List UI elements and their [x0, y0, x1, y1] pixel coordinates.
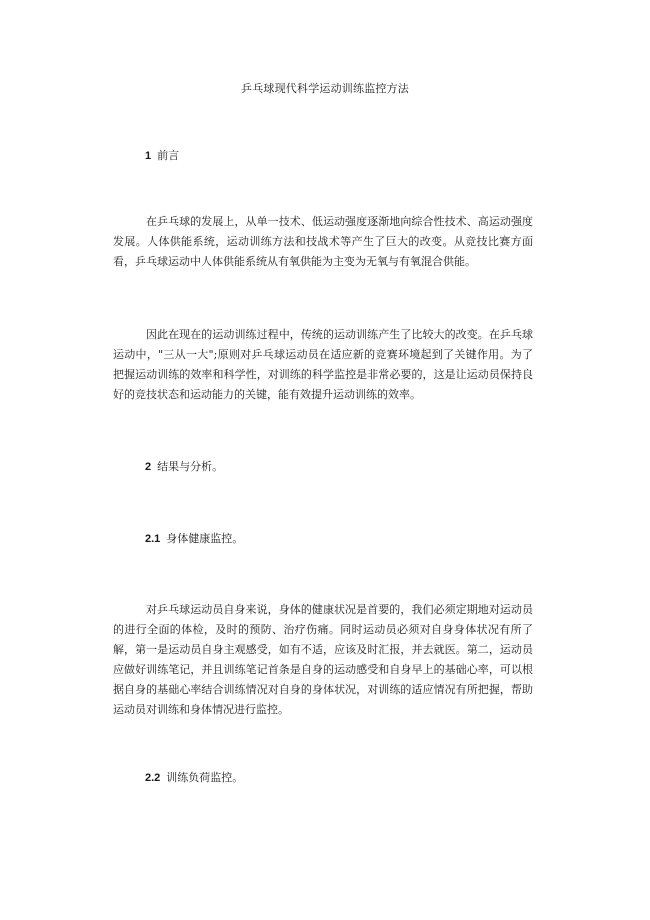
- paragraph-2: 因此在现在的运动训练过程中，传统的运动训练产生了比较大的改变。在乒乓球运动中，"三从一大";原则对乒乓球运动员在适应新的竞赛环境起到了关键作用。为了把握运动训练的效率和科学性，对训练的科学监控是非常必要的，这是让运动员保持良好的竞技状态和运动能力的关键，能有效提升运动训练的效率。: [113, 328, 533, 401]
- section-title: 身体健康监控。: [166, 532, 244, 545]
- section-title: 前言: [157, 149, 180, 162]
- section-heading-2: [145, 458, 223, 474]
- section-title: 结果与分析。: [157, 460, 224, 473]
- paragraph-3: 对乒乓球运动员自身来说，身体的健康状况是首要的，我们必须定期地对运动员的进行全面的体检，及时的预防、治疗伤痛。同时运动员必须对自身身体状况有所了解，第一是运动员自身主观感受，如有不适，应该及时汇报，并去就医。第二，运动员应做好训练笔记，并且训练笔记首条是自身的运动感受和自身早上的基础心率，可以根据自身的基础心率结合训练情况对自身的身体状况，对训练的适应情况有所把握，帮助运动员对训练和身体情况进行监控。: [113, 603, 533, 716]
- section-number: 2: [145, 461, 152, 473]
- section-heading-2-2: [145, 769, 243, 785]
- paragraph-1: 在乒乓球的发展上，从单一技术、低运动强度逐渐地向综合性技术、高运动强度发展。人体供能系统，运动训练方法和技战术等产生了巨大的改变。从竞技比赛方面看，乒乓球运动中人体供能系统从有氧供能为主变为无氧与有氧混合供能。: [113, 215, 533, 268]
- document-title: 乒乓球现代科学运动训练监控方法: [241, 82, 409, 95]
- section-number: 2.2: [145, 772, 161, 784]
- section-number: 1: [145, 150, 152, 162]
- section-number: 2.1: [145, 533, 161, 545]
- section-heading-1: [145, 147, 179, 163]
- section-title: 训练负荷监控。: [166, 771, 244, 784]
- section-heading-2-1: [145, 530, 243, 546]
